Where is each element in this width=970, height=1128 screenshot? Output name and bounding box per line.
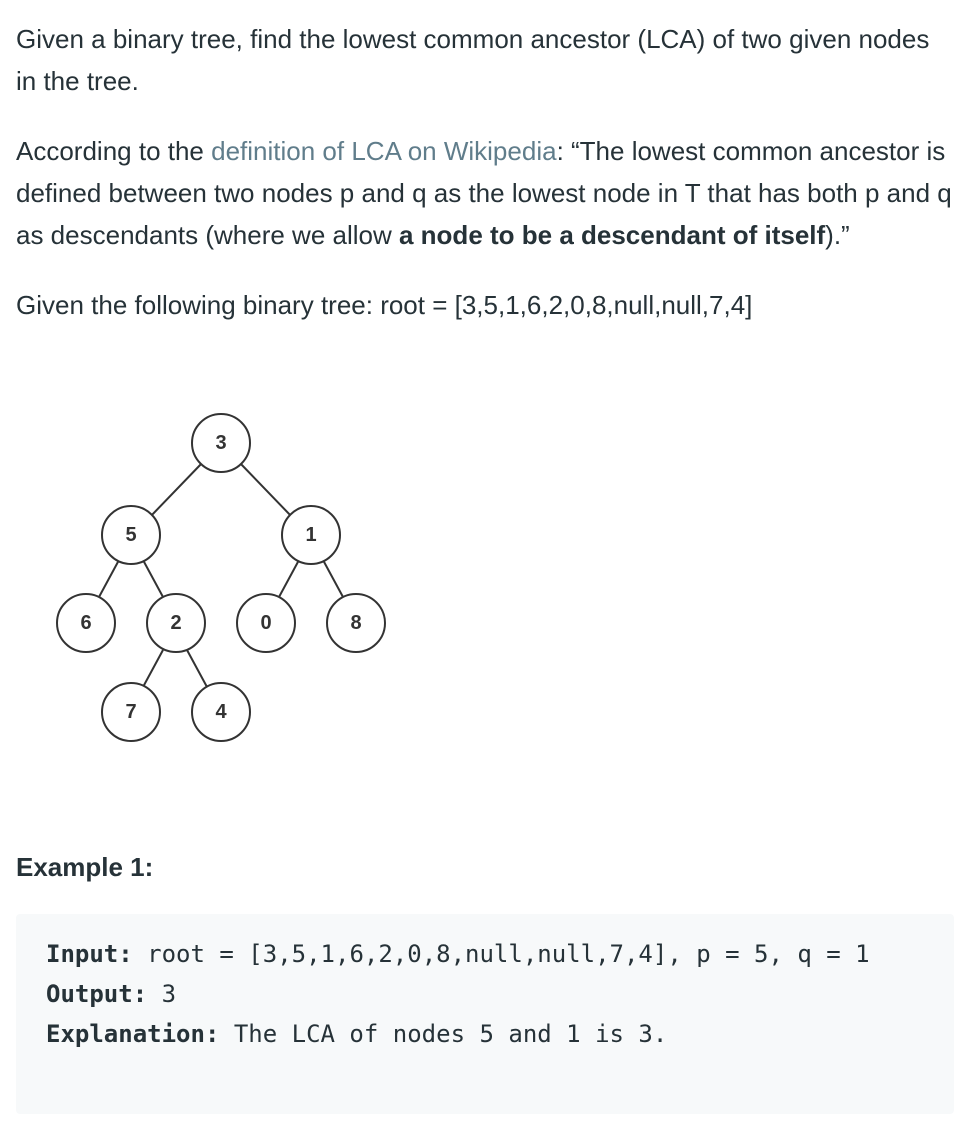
binary-tree-figure (50, 410, 400, 750)
output-label: Output: (46, 980, 148, 1008)
input-value: root = [3,5,1,6,2,0,8,null,null,7,4], p = 5, q = 1 (132, 940, 870, 968)
tree-node (282, 506, 340, 564)
wikipedia-lca-link[interactable]: definition of LCA on Wikipedia (211, 136, 557, 166)
intro-paragraph: Given a binary tree, find the lowest common ancestor (LCA) of two given nodes in the tree. (16, 24, 930, 96)
tree-caption-value: [3,5,1,6,2,0,8,null,null,7,4] (454, 290, 753, 320)
definition-paragraph (16, 130, 956, 256)
edge-1-0 (279, 560, 299, 597)
definition-bold: a node to be a descendant of itself (398, 220, 826, 250)
node-label: 2 (170, 612, 182, 634)
node-label: 5 (125, 524, 137, 546)
node-label: 3 (215, 432, 227, 454)
edge-3-5 (149, 462, 203, 518)
node-label: 6 (80, 612, 92, 634)
edge-2-7 (143, 650, 163, 687)
node-label: 0 (260, 612, 272, 634)
tree-caption-prefix: Given the following binary tree: root = (16, 290, 455, 320)
definition-middle: : “The lowest common ancestor is defined between two nodes p and q as the lowest node in T that has both p and q as descendants (where we allow (16, 136, 952, 250)
definition-prefix: According to the (16, 136, 212, 166)
edge-5-6 (99, 560, 119, 597)
tree-node (102, 683, 160, 741)
node-label: 8 (350, 612, 362, 634)
tree-node (192, 683, 250, 741)
tree-node (327, 594, 385, 652)
problem-description (16, 18, 956, 326)
edge-2-4 (187, 650, 207, 687)
example-code-block (16, 914, 954, 1114)
explanation-label: Explanation: (46, 1020, 220, 1048)
definition-suffix: ).” (825, 220, 850, 250)
explanation-value: The LCA of nodes 5 and 1 is 3. (219, 1020, 668, 1048)
edge-1-8 (323, 560, 343, 597)
tree-node (102, 506, 160, 564)
tree-node (237, 594, 295, 652)
node-label: 7 (125, 701, 137, 723)
tree-node (192, 414, 250, 472)
node-label: 4 (215, 701, 227, 723)
output-value: 3 (147, 980, 177, 1008)
binary-tree-svg (50, 410, 400, 750)
tree-node (57, 594, 115, 652)
tree-caption (16, 284, 956, 326)
tree-node (147, 594, 205, 652)
edge-3-1 (239, 462, 293, 518)
node-label: 1 (305, 524, 317, 546)
edge-5-2 (143, 560, 163, 597)
example-title: Example 1: (16, 852, 154, 882)
input-label: Input: (46, 940, 133, 968)
